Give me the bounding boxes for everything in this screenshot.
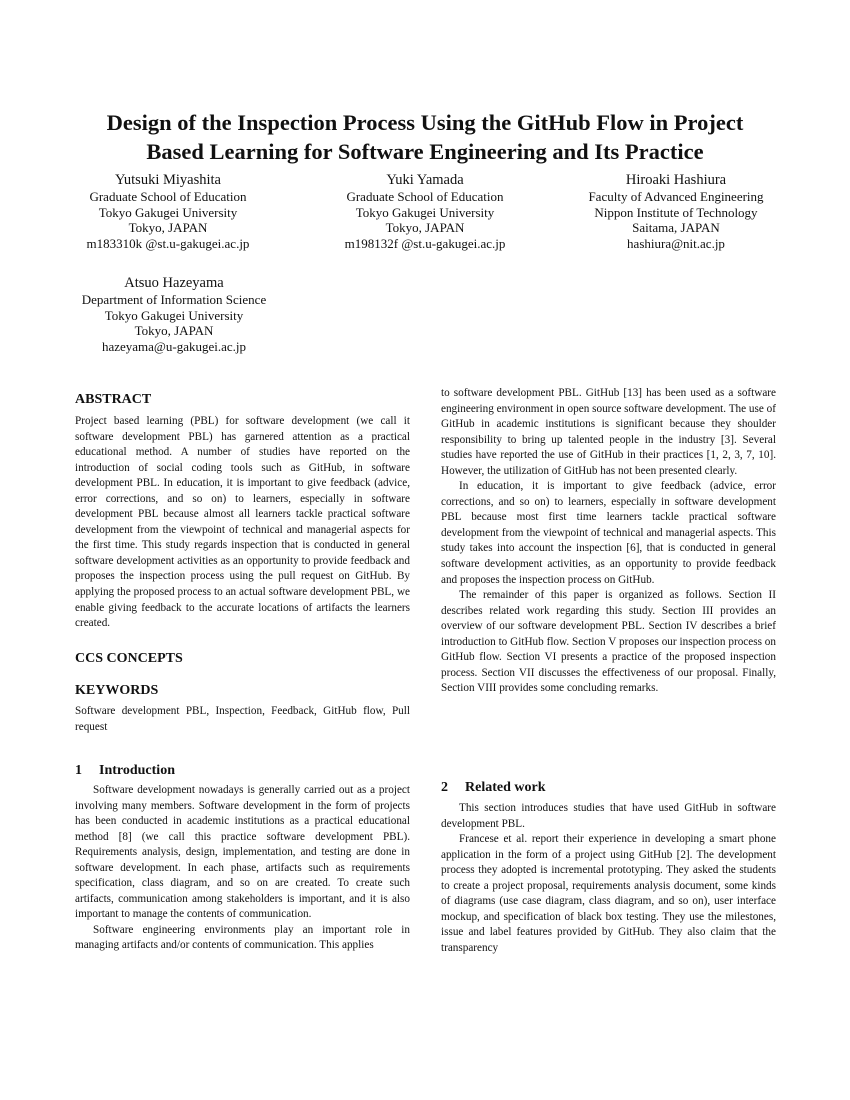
section-heading-related-work <box>441 780 546 796</box>
author-block <box>305 171 545 252</box>
author-name: Yuki Yamada <box>386 172 464 188</box>
author-location: Tokyo, JAPAN <box>134 323 214 339</box>
author-email: hazeyama@u-gakugei.ac.jp <box>101 339 247 355</box>
keywords-heading: KEYWORDS <box>75 683 159 698</box>
abstract-heading: ABSTRACT <box>75 392 152 407</box>
related-work-body <box>441 801 776 956</box>
keywords-text: Software development PBL, Inspection, Feedback, GitHub flow, Pull request <box>75 705 410 733</box>
section-number: 2 <box>441 780 448 795</box>
abstract-body <box>75 414 410 632</box>
section-number: 1 <box>75 763 82 778</box>
paragraph: The remainder of this paper is organized as follows. Section II describes related work regarding this study. Section III provides an overview of our software development PBL. Section IV describes a brief introduction to GitHub flow. Section V proposes our inspection process on GitHub flow. Section VI presents a practice of the proposed inspection process. Section VII discusses the effectiveness of our proposal. Finally, Section VIII provides some concluding remarks. <box>441 589 776 695</box>
author-institution: Nippon Institute of Technology <box>594 204 758 220</box>
abstract-text: Project based learning (PBL) for software development (we call it software development PBL) has garnered attention as a practical educational method. A number of studies have reported on the introduction of social coding tools such as GitHub, in software development PBL. In education, it is important to give feedback (advice, error corrections, and so on) to learners, especially in software development PBL because almost all learners tackle practical software development from the viewpoint of technical and managerial aspects for the first time. This study regards inspection that is conducted in general software development activities as an opportunity to provide feedback and proposes the inspection process using the pull request on GitHub. By applying the proposed process to an actual software development PBL, we enable giving feedback to the accurate locations of artifacts the learners created. <box>75 415 410 630</box>
author-name: Hiroaki Hashiura <box>625 172 727 188</box>
paragraph: Software development nowadays is generally carried out as a project involving many members. Software development in the form of projects has been conducted in academic institutions as a practical educational method [8] (we call this practice software development PBL). Requirements analysis, design, implementation, and testing are done in software development. In each phase, artifacts such as requirements specification, class diagram, and so on are created. To create such artifacts, communication among stakeholders is important, and it is also important to manage the contents of communication. <box>75 784 410 921</box>
section-heading-introduction <box>75 763 175 779</box>
title-line-2: Based Learning for Software Engineering and Its Practice <box>146 139 704 164</box>
author-block <box>556 171 796 252</box>
keywords-body <box>75 704 410 735</box>
paragraph: Software engineering environments play an important role in managing artifacts and/or contents of communication. This applies <box>75 923 410 952</box>
author-affiliation: Graduate School of Education <box>346 189 504 204</box>
author-name: Yutsuki Miyashita <box>115 172 221 188</box>
author-email: m183310k @st.u-gakugei.ac.jp <box>86 236 250 252</box>
author-name: Atsuo Hazeyama <box>124 275 224 291</box>
author-email: hashiura@nit.ac.jp <box>627 236 725 252</box>
author-location: Saitama, JAPAN <box>632 220 720 236</box>
author-affiliation: Graduate School of Education <box>89 189 247 204</box>
author-institution: Tokyo Gakugei University <box>104 307 244 323</box>
paragraph: to software development PBL. GitHub [13] has been used as a software engineering environment in open source software development. The use of GitHub in academic institutions is significant because they shoulder responsibility to bring up talented people in the industry [3]. Several studies have reported the use of GitHub in their practices [1, 2, 3, 7, 10]. However, the utilization of GitHub has not been presented clearly. <box>441 387 776 477</box>
author-location: Tokyo, JAPAN <box>128 220 208 236</box>
author-affiliation: Faculty of Advanced Engineering <box>588 189 764 204</box>
paragraph: Francese et al. report their experience in developing a smart phone application in the form of a project using GitHub [2]. The development process they adopted is incremental prototyping. They asked the students to create a project proposal, requirements analysis document, some kinds of diagrams (use case diagram, class diagram, and so on), user interface mockup, and specification of black box testing. They use the milestones, issue and label features provided by GitHub. They also claim that the transparency <box>441 833 776 954</box>
introduction-body <box>75 783 410 954</box>
author-institution: Tokyo Gakugei University <box>355 204 495 220</box>
section-title: Related work <box>465 780 546 795</box>
paragraph: In education, it is important to give feedback (advice, error corrections, and so on) to learners, especially in software development PBL because most first time learners tackle practical software development from the viewpoint of technical and managerial aspects. This study takes into account the inspection [6], that is conducted in general software development activities, as an opportunity to provide feedback and proposes the inspection process on GitHub. <box>441 480 776 586</box>
section-title: Introduction <box>99 763 175 778</box>
ccs-heading: CCS CONCEPTS <box>75 651 183 666</box>
author-email: m198132f @st.u-gakugei.ac.jp <box>344 236 506 252</box>
paper-title <box>40 108 810 166</box>
introduction-continued <box>441 386 776 697</box>
author-location: Tokyo, JAPAN <box>385 220 465 236</box>
paragraph: This section introduces studies that have used GitHub in software development PBL. <box>441 802 776 830</box>
author-block <box>48 171 288 252</box>
title-line-1: Design of the Inspection Process Using the GitHub Flow in Project <box>106 110 744 135</box>
author-block <box>54 274 294 355</box>
author-affiliation: Department of Information Science <box>81 292 267 307</box>
author-institution: Tokyo Gakugei University <box>98 204 238 220</box>
